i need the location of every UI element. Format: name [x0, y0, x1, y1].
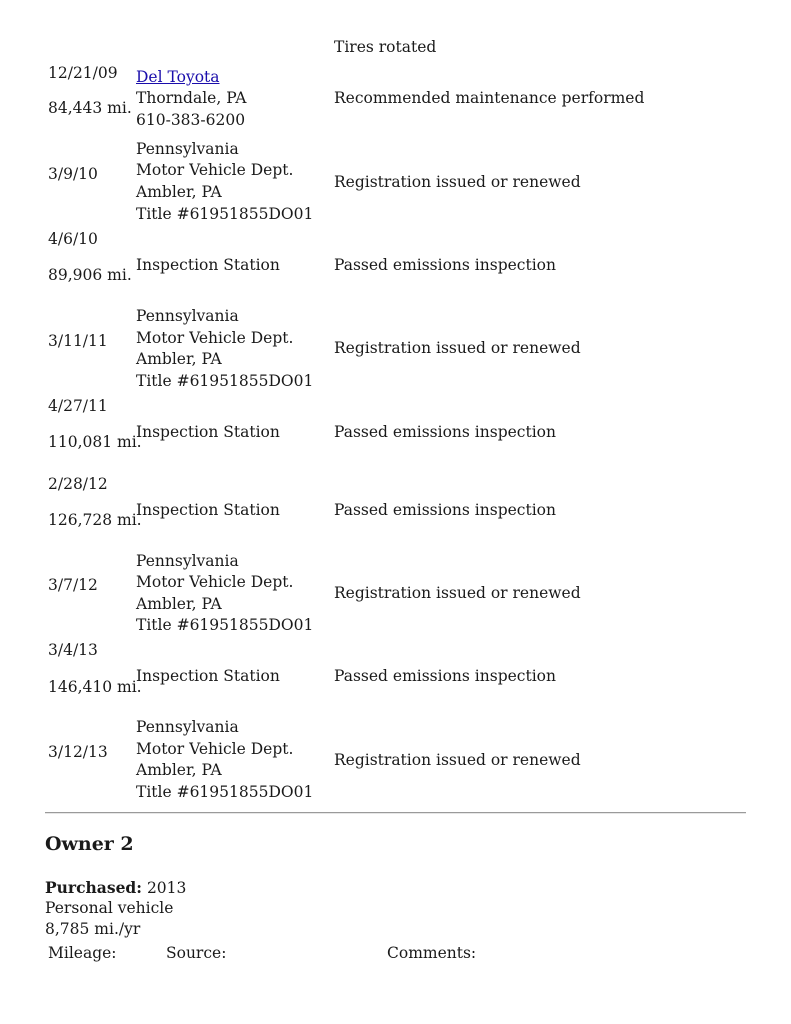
record-source-line: Ambler, PA	[136, 350, 222, 368]
record-source-line: Motor Vehicle Dept.	[136, 573, 294, 591]
record-date: 3/9/10	[48, 165, 98, 183]
record-date: 3/11/11	[48, 332, 108, 350]
record-source-line: Title #61951855DO01	[136, 205, 314, 223]
record-date: 3/12/13	[48, 743, 108, 761]
record-source-line: Ambler, PA	[136, 761, 222, 779]
record-source-line: Pennsylvania	[136, 140, 239, 158]
record-mileage: 89,906 mi.	[48, 266, 132, 284]
record-source-line: Inspection Station	[136, 501, 280, 519]
record-source-line: Ambler, PA	[136, 595, 222, 613]
record-source-line: Motor Vehicle Dept.	[136, 329, 294, 347]
column-header-comments: Comments:	[387, 944, 477, 962]
record-source-line: Title #61951855DO01	[136, 616, 314, 634]
record-date: 4/6/10	[48, 230, 98, 248]
column-header-mileage: Mileage:	[48, 944, 117, 962]
record-source-line: Inspection Station	[136, 667, 280, 685]
record-comment: Registration issued or renewed	[334, 173, 581, 191]
record-source-line: Pennsylvania	[136, 718, 239, 736]
record-date: 3/4/13	[48, 641, 98, 659]
record-comment: Passed emissions inspection	[334, 501, 556, 519]
record-source-line: Motor Vehicle Dept.	[136, 740, 294, 758]
record-comment: Passed emissions inspection	[334, 667, 556, 685]
record-source-line: Pennsylvania	[136, 552, 239, 570]
record-date: 2/28/12	[48, 475, 108, 493]
record-date: 12/21/09	[48, 64, 118, 82]
record-mileage: 84,443 mi.	[48, 99, 132, 117]
record-source-line: Ambler, PA	[136, 183, 222, 201]
record-source-line: Inspection Station	[136, 423, 280, 441]
purchased-year: 2013	[146, 879, 187, 897]
record-comment: Passed emissions inspection	[334, 423, 556, 441]
record-comment: Registration issued or renewed	[334, 584, 581, 602]
dealer-link-del-toyota[interactable]: Del Toyota	[136, 68, 220, 86]
record-source-line: Inspection Station	[136, 256, 280, 274]
record-comment: Registration issued or renewed	[334, 339, 581, 357]
record-comment: Recommended maintenance performed	[334, 89, 645, 107]
column-header-source: Source:	[166, 944, 227, 962]
record-source-line: Motor Vehicle Dept.	[136, 161, 294, 179]
record-source-line: 610-383-6200	[136, 111, 246, 129]
record-comment: Registration issued or renewed	[334, 751, 581, 769]
section-divider	[45, 812, 746, 814]
record-mileage: 146,410 mi.	[48, 678, 142, 696]
record-comment: Passed emissions inspection	[334, 256, 556, 274]
record-mileage: 126,728 mi.	[48, 511, 142, 529]
record-date: 4/27/11	[48, 397, 108, 415]
vehicle-type: Personal vehicle	[45, 899, 174, 917]
record-mileage: 110,081 mi.	[48, 433, 142, 451]
owner-heading: Owner 2	[45, 833, 134, 855]
record-date: 3/7/12	[48, 576, 98, 594]
record-source-line: Title #61951855DO01	[136, 372, 314, 390]
purchased-label: Purchased:	[45, 878, 142, 897]
purchased-line	[45, 877, 186, 899]
annual-mileage: 8,785 mi./yr	[45, 920, 141, 938]
record-source-line: Title #61951855DO01	[136, 783, 314, 801]
record-source-line: Pennsylvania	[136, 307, 239, 325]
record-comment: Tires rotated	[334, 38, 437, 56]
record-source-line: Thorndale, PA	[136, 89, 247, 107]
